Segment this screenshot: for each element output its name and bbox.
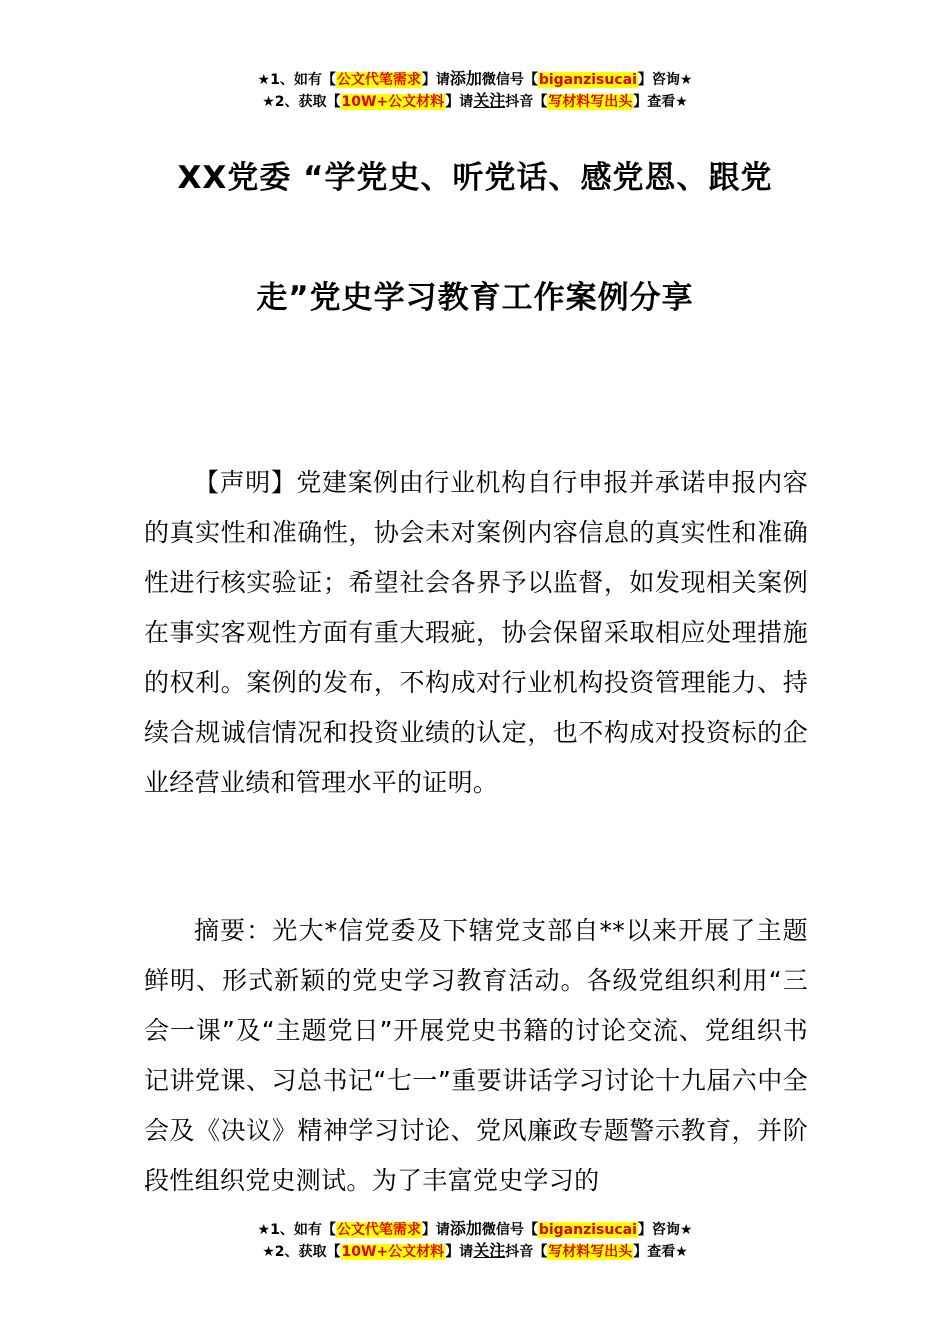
promo-banner-bottom: [0, 1218, 950, 1262]
promo-banner-top: [0, 68, 950, 112]
highlight-materials: 10W+公文材料: [341, 1244, 445, 1260]
highlight-douyin-id: 写材料写出头: [548, 1244, 633, 1260]
promo-line-1: ★1、如有【公文代笔需求】请添加微信号【biganzisucai】咨询★: [257, 69, 693, 88]
highlight-service: 公文代笔需求: [336, 1222, 421, 1238]
highlight-wechat-id: biganzisucai: [538, 1222, 637, 1238]
promo-line-2: ★2、获取【10W+公文材料】请关注抖音【写材料写出头】查看★: [262, 1241, 688, 1260]
document-title-line-2: 走”党史学习教育工作案例分享: [256, 280, 694, 316]
promo-line-2: ★2、获取【10W+公文材料】请关注抖音【写材料写出头】查看★: [262, 91, 688, 110]
highlight-service: 公文代笔需求: [336, 72, 421, 88]
highlight-wechat-id: biganzisucai: [538, 72, 637, 88]
highlight-materials: 10W+公文材料: [341, 94, 445, 110]
statement-paragraph: 【声明】党建案例由行业机构自行申报并承诺申报内容的真实性和准确性，协会未对案例内容信息的真实性和准确性进行核实验证；希望社会各界予以监督，如发现相关案例在事实客观性方面有重大瑕疵，协会保留采取相应处理措施的权利。案例的发布，不构成对行业机构投资管理能力、持续合规诚信情况和投资业绩的认定，也不构成对投资标的企业经营业绩和管理水平的证明。: [144, 468, 808, 797]
abstract-paragraph: 摘要：光大*信党委及下辖党支部自**以来开展了主题鲜明、形式新颖的党史学习教育活动。各级党组织利用“三会一课”及“主题党日”开展党史书籍的讨论交流、党组织书记讲党课、习总书记“七一”重要讲话学习讨论十九届六中全会及《决议》精神学习讨论、党风廉政专题警示教育，并阶段性组织党史测试。为了丰富党史学习的: [144, 916, 808, 1195]
highlight-douyin-id: 写材料写出头: [548, 94, 633, 110]
document-title-line-1: XX党委 “学党史、听党话、感党恩、跟党: [177, 160, 773, 196]
promo-line-1: ★1、如有【公文代笔需求】请添加微信号【biganzisucai】咨询★: [257, 1219, 693, 1238]
